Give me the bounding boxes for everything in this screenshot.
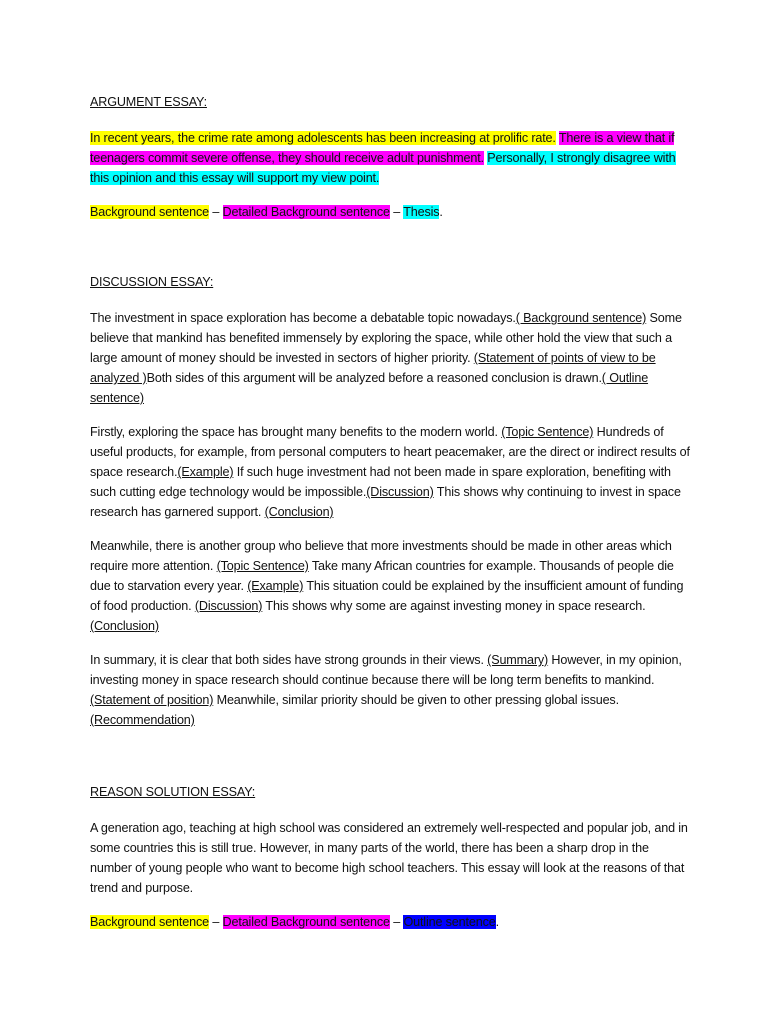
legend-separator: – xyxy=(389,915,404,929)
argument-legend xyxy=(90,202,690,222)
argument-thesis-sentence: Personally, I strongly disagree with this opinion and this essay will support my view point. xyxy=(90,151,676,185)
argument-intro-paragraph xyxy=(90,128,690,188)
discussion-label: (Discussion) xyxy=(366,485,434,499)
discussion-body-paragraph-2 xyxy=(90,536,690,636)
conclusion-label: (Conclusion) xyxy=(264,505,334,519)
paragraph-text: In summary, it is clear that both sides have strong grounds in their views. xyxy=(90,653,488,667)
statement-of-points-label: (Statement of points of view to be analyzed ) xyxy=(90,351,656,385)
discussion-intro-text: Some believe that mankind has benefited immensely by exploring the space, while other hold the view that such a large amount of money should be invested in sectors of higher priority. xyxy=(90,311,682,365)
discussion-label: (Discussion) xyxy=(194,599,263,613)
paragraph-text: Firstly, exploring the space has brought many benefits to the modern world. xyxy=(90,425,502,439)
legend-separator: – xyxy=(208,915,223,929)
legend-period: . xyxy=(439,205,443,219)
legend-period: . xyxy=(495,915,499,929)
paragraph-text: This shows why continuing to invest in space research has garnered support. xyxy=(90,485,681,519)
paragraph-text: However, in my opinion, investing money in space research should continue because there will be long term benefits to mankind. xyxy=(90,653,682,687)
paragraph-text: Hundreds of useful products, for example, from personal computers to heart peacemaker, are the direct or indirect results of space research. xyxy=(90,425,690,479)
topic-sentence-label: (Topic Sentence) xyxy=(501,425,594,439)
argument-background-sentence: In recent years, the crime rate among adolescents has been increasing at prolific rate. xyxy=(90,131,556,145)
summary-label: (Summary) xyxy=(487,653,549,667)
conclusion-label: (Conclusion) xyxy=(90,619,159,633)
recommendation-label: (Recommendation) xyxy=(90,713,195,727)
legend-background-label: Background sentence xyxy=(90,205,209,219)
legend-detailed-background-label: Detailed Background sentence xyxy=(222,205,390,219)
paragraph-text: Meanwhile, similar priority should be given to other pressing global issues. xyxy=(213,693,619,707)
outline-sentence-label: ( Outline sentence) xyxy=(90,371,649,405)
reason-legend xyxy=(90,912,690,932)
reason-solution-essay-heading: REASON SOLUTION ESSAY: xyxy=(90,785,256,799)
discussion-intro-text: The investment in space exploration has become a debatable topic nowadays. xyxy=(90,311,516,325)
discussion-conclusion-paragraph xyxy=(90,650,690,730)
discussion-body-paragraph-1 xyxy=(90,422,690,522)
legend-thesis-label: Thesis xyxy=(403,205,440,219)
paragraph-text: Take many African countries for example. Thousands of people die due to starvation every year. xyxy=(90,559,674,593)
paragraph-text: This situation could be explained by the insufficient amount of funding of food production. xyxy=(90,579,684,613)
paragraph-text: If such huge investment had not been made in spare exploration, benefiting with such cutting edge technology would be impossible. xyxy=(90,465,671,499)
document-body xyxy=(90,92,690,946)
reason-intro-paragraph: A generation ago, teaching at high school was considered an extremely well-respected and popular job, and in some countries this is still true. However, in many parts of the world, there has been a sharp drop in the number of young people who want to become high school teachers. This essay will look at the reasons of that trend and purpose. xyxy=(90,821,688,895)
paragraph-text: This shows why some are against investing money in space research. xyxy=(262,599,646,613)
legend-separator: – xyxy=(208,205,223,219)
discussion-intro-text: Both sides of this argument will be analyzed before a reasoned conclusion is drawn. xyxy=(146,371,602,385)
argument-essay-heading: ARGUMENT ESSAY: xyxy=(90,95,207,109)
legend-detailed-background-label: Detailed Background sentence xyxy=(222,915,390,929)
legend-background-label: Background sentence xyxy=(90,915,209,929)
section-spacer xyxy=(90,236,690,272)
section-spacer xyxy=(90,744,690,782)
topic-sentence-label: (Topic Sentence) xyxy=(216,559,309,573)
example-label: (Example) xyxy=(247,579,304,593)
example-label: (Example) xyxy=(177,465,234,479)
discussion-essay-heading: DISCUSSION ESSAY: xyxy=(90,275,214,289)
background-sentence-label: ( Background sentence) xyxy=(515,311,647,325)
statement-of-position-label: (Statement of position) xyxy=(90,693,214,707)
legend-separator: – xyxy=(389,205,404,219)
paragraph-text: Meanwhile, there is another group who believe that more investments should be made in other areas which require more attention. xyxy=(90,539,672,573)
discussion-intro-paragraph xyxy=(90,308,690,408)
argument-detailed-background-sentence: There is a view that if teenagers commit severe offense, they should receive adult punishment. xyxy=(90,131,675,165)
legend-outline-label: Outline sentence xyxy=(403,915,496,929)
